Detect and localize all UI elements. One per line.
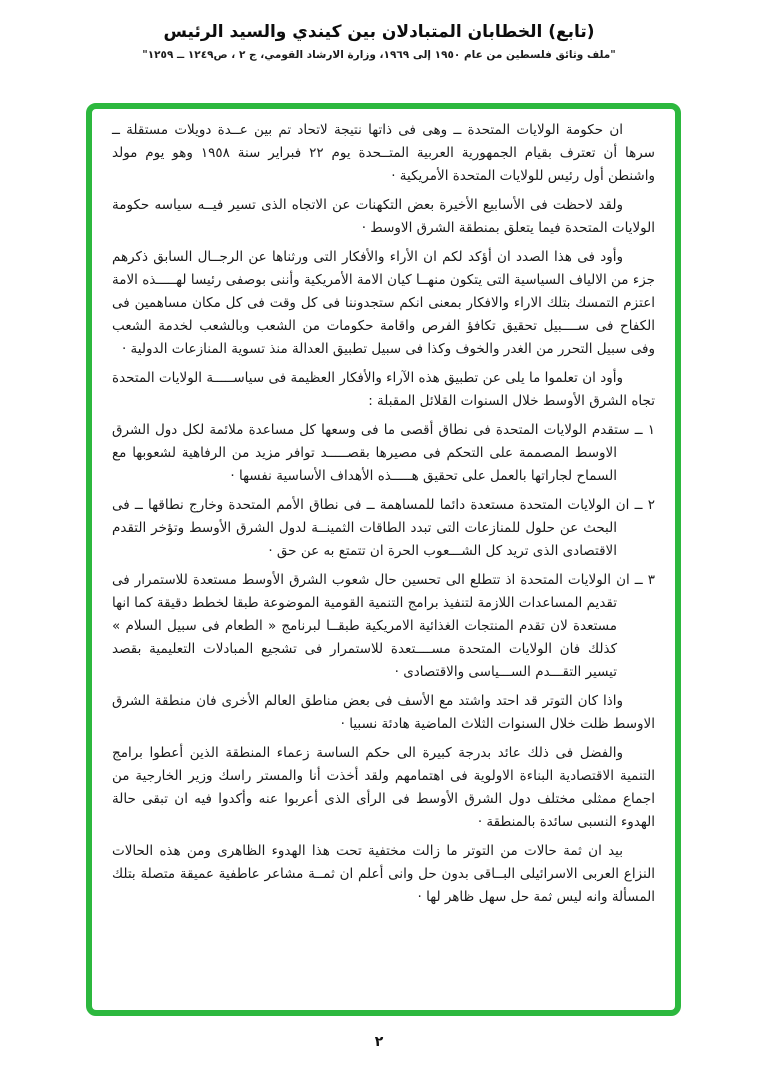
paragraph-intro-1: ان حكومة الولايات المتحدة ــ وهى فى ذاتها نتيجة لاتحاد تم بين عــدة دويلات مستقلة ــ سرها أن تعترف بقيام الجمهورية العربية المتــحدة يوم ٢٢ فبراير سنة ١٩٥٨ وهو يوم مولد واشنطن أول رئيس للولايات المتحدة الأمريكية ·	[112, 122, 655, 184]
paragraph-intro-4: وأود ان تعلموا ما يلى عن تطبيق هذه الآراء والأفكار العظيمة فى سياســـــة الولايات المتحدة تجاه الشرق الأوسط خلال السنوات القلائل المقبلة :	[112, 370, 655, 409]
paragraph-closing-3: بيد ان ثمة حالات من التوتر ما زالت مختفية تحت هذا الهدوء الظاهرى ومن هذه الحالات النزاع العربى الاسرائيلى البــاقى بدون حل وانى أعلم ان ثمــة مشاعر عاطفية عميقة متصلة بتلك المسألة وانه ليس ثمة حل سهل ظاهر لها ·	[112, 843, 655, 905]
numbered-item-2: ٢ ــ ان الولايات المتحدة مستعدة دائما للمساهمة ــ فى نطاق الأمم المتحدة وخارج نطاقها ــ فى البحث عن حلول للمنازعات التى تبدد الطاقات الثمينــة لدول الشرق الأوسط وتؤخر التقدم الاقتصادى الذى تريد كل الشـــعوب الحرة ان تتمتع به عن حق ·	[112, 497, 655, 559]
document-title: (تابع) الخطابان المتبادلان بين كيندي والسيد الرئيس	[163, 22, 595, 42]
page-number: ٢	[374, 1034, 384, 1050]
paragraph-intro-3: وأود فى هذا الصدد ان أؤكد لكم ان الأراء والأفكار التى ورثناها عن الرجــال السابق ذكرهم جزء من الالياف السياسية التى يتكون منهــا كيان الامة الأمريكية وأننى بوصفى رئيسا لهـــــذه الامة اعتزم التمسك بتلك الاراء والافكار بمعنى انكم ستجدوننا فى كل وقت فى كل مكان مساهمين فى الكفاح فى ســــبيل تحقيق تكافؤ الفرص واقامة حكومات من الشعب وبالشعب لخدمة الشعب وفى سبيل التحرر من الغدر والخوف وكذا فى سبيل تطبيق العدالة منذ تسوية المنازعات الدولية ·	[112, 249, 655, 357]
content-frame	[86, 103, 681, 1016]
document-header	[0, 22, 758, 61]
paragraph-closing-2: والفضل فى ذلك عائد بدرجة كبيرة الى حكم الساسة زعماء المنطقة الذين أعطوا برامج التنمية الاقتصادية البناءة الاولوية فى اهتمامهم ولقد أخذت أنا والمستر راسك وزير الخارجية من اجماع ممثلى مختلف دول الشرق الأوسط فى الرأى الذى أعربوا عنه وأكدوا فيه ان تبقى حالة الهدوء النسبى سائدة بالمنطقة ·	[112, 745, 655, 830]
paragraph-intro-2: ولقد لاحظت فى الأسابيع الأخيرة بعض التكهنات عن الاتجاه الذى تسير فيــه سياسه حكومة الولايات المتحدة فيما يتعلق بمنطقة الشرق الاوسط ·	[112, 197, 655, 236]
numbered-item-1: ١ ــ ستقدم الولايات المتحدة فى نطاق أقصى ما فى وسعها كل مساعدة ملائمة لكل دول الشرق الاوسط المصممة على التحكم فى مصيرها بقصـــــد توافر مزيد من الرفاهية لشعوبها مع السماح لجاراتها بالعمل على تحقيق هـــــذه الأهداف الأساسية نفسها ·	[112, 422, 655, 484]
paragraph-closing-1: واذا كان التوتر قد احتد واشتد مع الأسف فى بعض مناطق العالم الأخرى فان منطقة الشرق الاوسط ظلت خلال السنوات الثلاث الماضية هادئة نسبيا ·	[112, 693, 655, 732]
numbered-item-3: ٣ ــ ان الولايات المتحدة اذ تتطلع الى تحسين حال شعوب الشرق الأوسط مستعدة للاستمرار فى تقديم المساعدات اللازمة لتنفيذ برامج التنمية القومية الموضوعة طبقا لخطط دقيقة كما انها مستعدة لان تقدم المنتجات الغذائية الامريكية طبقــا لبرنامج « الطعام فى سبيل السلام » كذلك فان الولايات المتحدة مســــتعدة للاستمرار فى تشجيع المبادلات التعليمية بقصد تيسير التقـــدم الســـياسى والاقتصادى ·	[112, 572, 655, 680]
source-citation: "ملف وثائق فلسطين من عام ١٩٥٠ إلى ١٩٦٩، وزارة الارشاد القومي، ج ٢ ، ص١٢٤٩ ــ ١٢٥٩"	[142, 49, 616, 61]
